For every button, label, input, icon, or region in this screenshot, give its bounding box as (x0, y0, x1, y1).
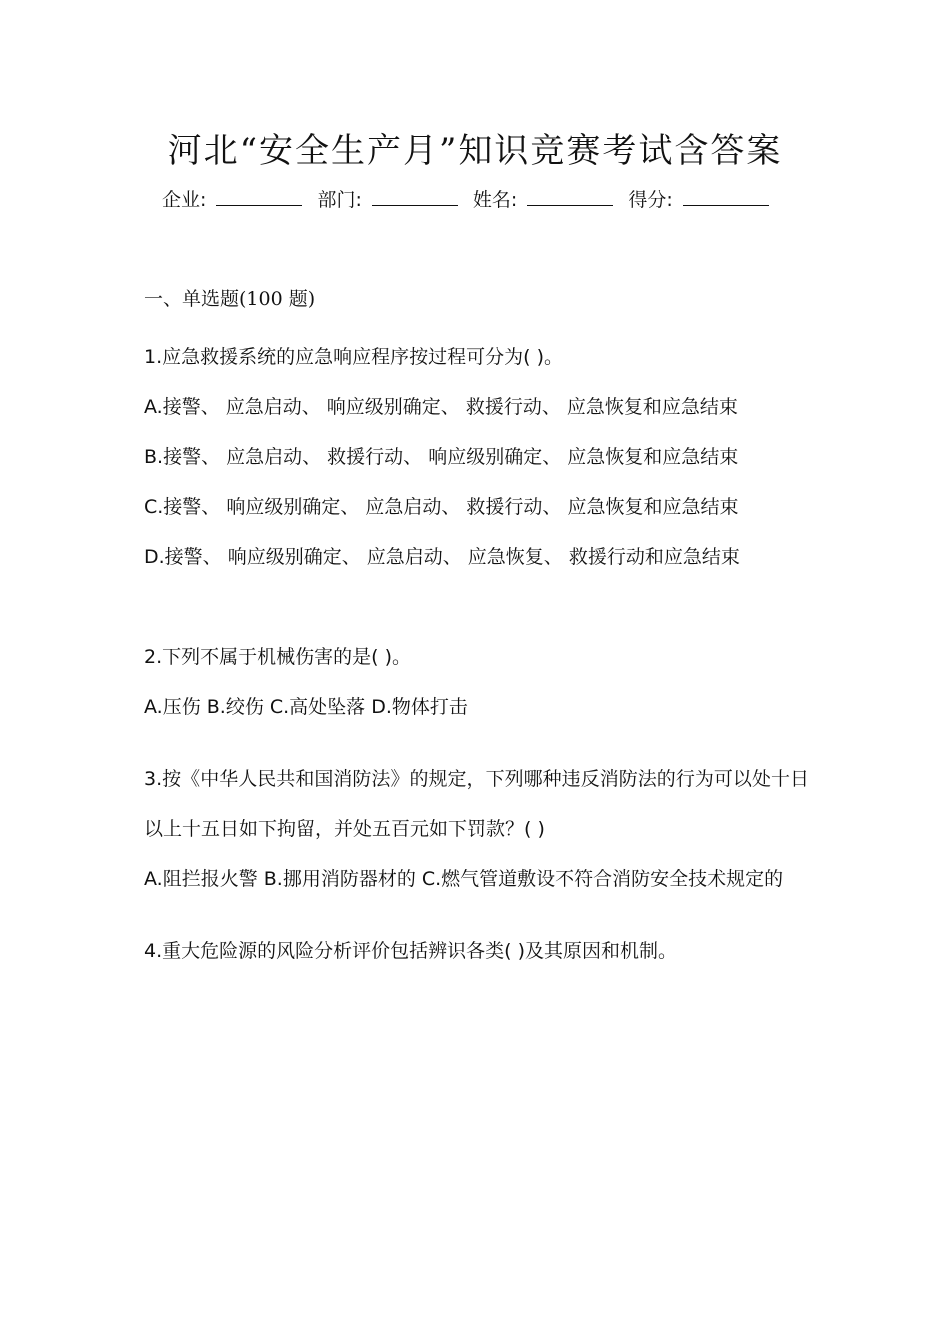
name-label: 姓名: (472, 189, 518, 211)
question-option: A.接警、 应急启动、 响应级别确定、 救援行动、 应急恢复和应急结束 (144, 396, 738, 418)
question-stem: 1.应急救援系统的应急响应程序按过程可分为( )。 (144, 346, 563, 368)
question-option: C.接警、 响应级别确定、 应急启动、 救援行动、 应急恢复和应急结束 (144, 496, 739, 518)
section-heading: 一、单选题(100 题) (144, 288, 316, 310)
score-label: 得分: (628, 189, 673, 211)
question-content (144, 282, 809, 976)
spacer (144, 904, 809, 926)
department-label: 部门: (317, 189, 362, 211)
question-stem: 3.按《中华人民共和国消防法》的规定，下列哪种违反消防法的行为可以处十日以上十五日如下拘留，并处五百元如下罚款？( ) (144, 768, 809, 840)
question-stem: 2.下列不属于机械伤害的是( )。 (144, 646, 411, 668)
department-blank (372, 187, 458, 206)
department-field (317, 189, 457, 211)
company-field (162, 189, 302, 211)
company-blank (216, 187, 302, 206)
question-2 (144, 632, 809, 732)
question-3 (144, 754, 809, 904)
document-title: 河北“安全生产月”知识竞赛考试含答案 (167, 131, 783, 171)
question-option: D.接警、 响应级别确定、 应急启动、 应急恢复、 救援行动和应急结束 (144, 546, 740, 568)
name-blank (527, 187, 613, 206)
question-1 (144, 332, 809, 582)
spacer (144, 582, 809, 632)
spacer (144, 732, 809, 754)
company-label: 企业: (162, 189, 207, 211)
question-option: B.接警、 应急启动、 救援行动、 响应级别确定、 应急恢复和应急结束 (144, 446, 739, 468)
score-field (628, 189, 768, 211)
score-blank (683, 187, 769, 206)
question-option: A.阻拦报火警 B.挪用消防器材的 C.燃气管道敷设不符合消防安全技术规定的 (144, 868, 784, 890)
question-stem: 4.重大危险源的风险分析评价包括辨识各类( )及其原因和机制。 (144, 940, 677, 962)
question-option: A.压伤 B.绞伤 C.高处坠落 D.物体打击 (144, 696, 468, 718)
header-info-row (162, 185, 778, 215)
name-field (473, 189, 613, 211)
question-4 (144, 926, 809, 976)
